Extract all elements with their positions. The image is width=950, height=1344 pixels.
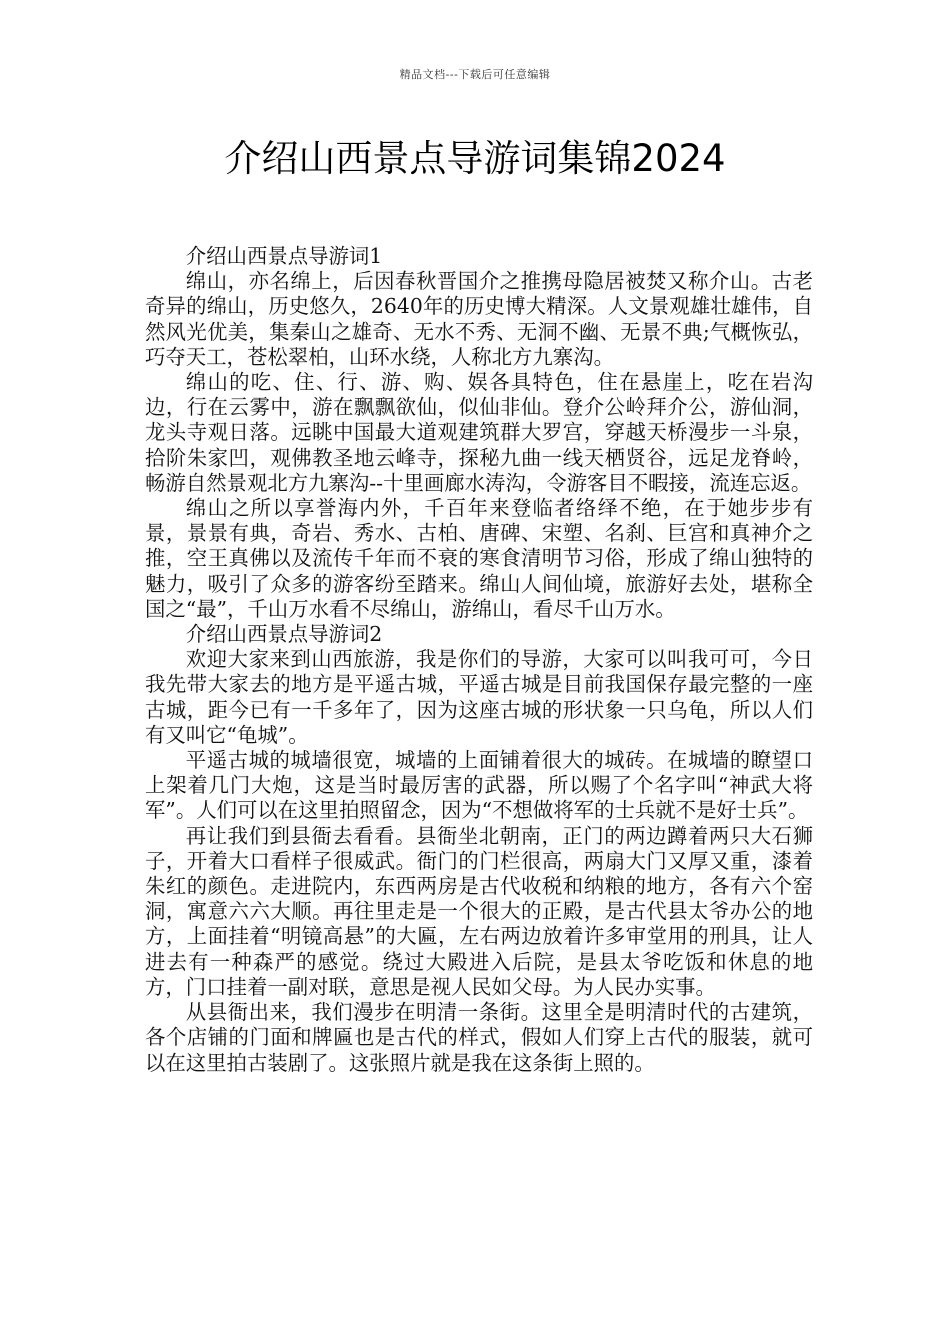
paragraph: 从县衙出来，我们漫步在明清一条街。这里全是明清时代的古建筑，各个店铺的门面和牌匾也是古代的样式，假如人们穿上古代的服装，就可以在这里拍古装剧了。这张照片就是我在这条街上照的。 <box>145 1000 813 1075</box>
paragraph: 绵山，亦名绵上，后因春秋晋国介之推携母隐居被焚又称介山。古老奇异的绵山，历史悠久，2640年的历史博大精深。人文景观雄壮雄伟，自然风光优美，集秦山之雄奇、无水不秀、无洞不幽、无景不典;气概恢弘，巧夺天工，苍松翠柏，山环水绕，人称北方九寨沟。 <box>145 269 813 369</box>
section-heading: 介绍山西景点导游词1 <box>185 244 383 268</box>
paragraph: 绵山之所以享誉海内外，千百年来登临者络绎不绝，在于她步步有景，景景有典，奇岩、秀水、古柏、唐碑、宋塑、名刹、巨宫和真神介之推，空王真佛以及流传千年而不衰的寒食清明节习俗，形成了绵山独特的魅力，吸引了众多的游客纷至踏来。绵山人间仙境，旅游好去处，堪称全国之“最”，千山万水看不尽绵山，游绵山，看尽千山万水。 <box>145 496 813 621</box>
paragraph: 平遥古城的城墙很宽，城墙的上面铺着很大的城砖。在城墙的瞭望口上架着几门大炮，这是当时最厉害的武器，所以赐了个名字叫“神武大将军”。人们可以在这里拍照留念，因为“不想做将军的士兵就不是好士兵”。 <box>145 748 813 823</box>
paragraph: 再让我们到县衙去看看。县衙坐北朝南，正门的两边蹲着两只大石狮子，开着大口看样子很威武。衙门的门栏很高，两扇大门又厚又重，漆着朱红的颜色。走进院内，东西两房是古代收税和纳粮的地方，各有六个窑洞，寓意六六大顺。再往里走是一个很大的正殿，是古代县太爷办公的地方，上面挂着“明镜高悬”的大匾，左右两边放着许多审堂用的刑具，让人进去有一种森严的感觉。绕过大殿进入后院，是县太爷吃饭和休息的地方，门口挂着一副对联，意思是视人民如父母。为人民办实事。 <box>145 823 813 999</box>
paragraph: 欢迎大家来到山西旅游，我是你们的导游，大家可以叫我可可，今日我先带大家去的地方是平遥古城，平遥古城是目前我国保存最完整的一座古城，距今已有一千多年了，因为这座古城的形状象一只乌龟，所以人们有又叫它“龟城”。 <box>145 647 813 747</box>
document-body <box>145 244 813 1076</box>
document-title: 介绍山西景点导游词集锦2024 <box>224 137 726 180</box>
section-heading: 介绍山西景点导游词2 <box>185 622 383 647</box>
paragraph: 绵山的吃、住、行、游、购、娱各具特色，住在悬崖上，吃在岩沟边，行在云雾中，游在飘飘欲仙，似仙非仙。登介公岭拜介公，游仙洞，龙头寺观日落。远眺中国最大道观建筑群大罗宫，穿越天桥漫步一斗泉，拾阶朱家凹，观佛教圣地云峰寺，探秘九曲一线天栖贤谷，远足龙脊岭，畅游自然景观北方九寨沟--十里画廊水涛沟，令游客目不暇接，流连忘返。 <box>145 370 813 495</box>
header-note: 精品文档---下载后可任意编辑 <box>399 68 551 81</box>
